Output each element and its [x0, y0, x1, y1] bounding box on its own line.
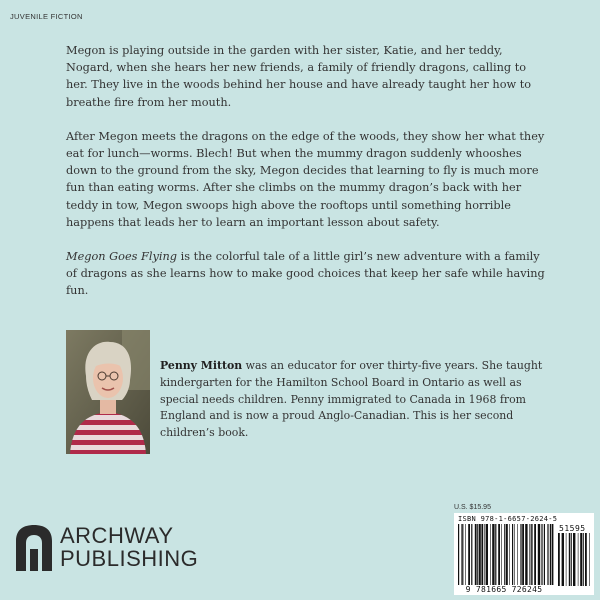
barcode-bar [573, 533, 575, 586]
genre-label: JUVENILE FICTION [10, 12, 83, 21]
synopsis-paragraph-1: Megon is playing outside in the garden with her sister, Katie, and her teddy, Nogard, when she hears her new friends, a family of friendly dragons, calling to her. They live in the woods behind her house and have already taught her how to breathe fire from her mouth. [66, 44, 532, 109]
barcode-bar [477, 524, 478, 586]
barcode-bar [532, 524, 533, 586]
barcode-bar [531, 524, 532, 586]
publisher-name [60, 524, 198, 570]
barcode-bar [468, 524, 470, 586]
barcode-bar [517, 524, 518, 586]
barcode-bar [585, 533, 587, 586]
barcode-bar [578, 533, 579, 586]
author-portrait-image [66, 330, 150, 454]
barcode-bar [471, 524, 472, 586]
barcode-bar [461, 524, 462, 586]
author-name: Penny Mitton [160, 359, 243, 372]
barcode-bar [486, 524, 488, 586]
barcode-bar [484, 524, 485, 586]
synopsis-paragraph-3-text: is the colorful tale of a little girl’s new adventure with a family of dragons as she learns how to make good choices that keep her safe while having fun. [66, 250, 545, 298]
barcode-bar [501, 524, 502, 586]
barcode-bar [504, 524, 505, 586]
barcode-bar [558, 533, 560, 586]
barcode-bar [522, 524, 524, 586]
barcode-bar [552, 524, 554, 586]
barcode-bar [492, 524, 494, 586]
publisher-logo [16, 524, 216, 574]
addon-barcode-bars [558, 533, 590, 586]
barcode-bar [495, 524, 496, 586]
barcode-bar [479, 524, 481, 586]
book-title: Megon Goes Flying [66, 250, 178, 264]
publisher-name-line2: PUBLISHING [60, 546, 199, 571]
barcode-bar [580, 533, 582, 586]
isbn-barcode [454, 513, 594, 595]
price-label: U.S. $15.95 [454, 504, 491, 511]
barcode-bar [514, 524, 515, 586]
barcode-bar [538, 524, 540, 586]
barcode-bar [534, 524, 536, 586]
barcode-bar [541, 524, 542, 586]
barcode-bar [465, 524, 466, 586]
barcode-bar [481, 524, 483, 586]
author-photo [66, 330, 150, 454]
ean-barcode-bars [458, 524, 554, 586]
barcode-bar [506, 524, 508, 586]
isbn-number: ISBN 978-1-6657-2624-5 [458, 515, 558, 523]
barcode-bar [529, 524, 530, 586]
barcode-bar [589, 533, 590, 586]
barcode-bar [571, 533, 572, 586]
barcode-bar [462, 524, 463, 586]
ean-number: 9 781665 726245 [454, 585, 554, 594]
barcode-bar [498, 524, 500, 586]
barcode-bar [520, 524, 521, 586]
barcode-bar [525, 524, 527, 586]
barcode-bar [566, 533, 567, 586]
barcode-bar [569, 533, 570, 586]
barcode-bar [475, 524, 477, 586]
barcode-bar [490, 524, 491, 586]
barcode-bar [544, 524, 545, 586]
synopsis-paragraph-2: After Megon meets the dragons on the edge of the woods, they show her what they eat for lunch—worms. Blech! But when the mummy dragon suddenly whooshes down to the ground from the sky, Megon decides that learning to fly is much more fun than eating worms. After she climbs on the mummy dragon’s back with her teddy in tow, Megon swoops high above the rooftops until something horrible happens that leads her to learn an important lesson about safety. [66, 129, 545, 229]
barcode-bar [583, 533, 584, 586]
archway-arch-icon [16, 525, 52, 571]
price-addon-number: 51595 [559, 524, 586, 533]
synopsis-paragraph-3 [66, 248, 546, 300]
book-synopsis [66, 42, 546, 300]
author-bio-text: was an educator for over thirty-five years. She taught kindergarten for the Hamilton School Board in Ontario as well as special needs children. Penny immigrated to Canada in 1968 from England and is now a proud Anglo-Canadian. This is her second children’s book. [160, 359, 543, 440]
barcode-bar [512, 524, 513, 586]
barcode-bar [547, 524, 548, 586]
author-bio [160, 358, 552, 442]
publisher-name-line1: ARCHWAY [60, 523, 174, 548]
barcode-bar [458, 524, 459, 586]
barcode-bar [550, 524, 551, 586]
barcode-bar [509, 524, 510, 586]
barcode-bar [562, 533, 564, 586]
